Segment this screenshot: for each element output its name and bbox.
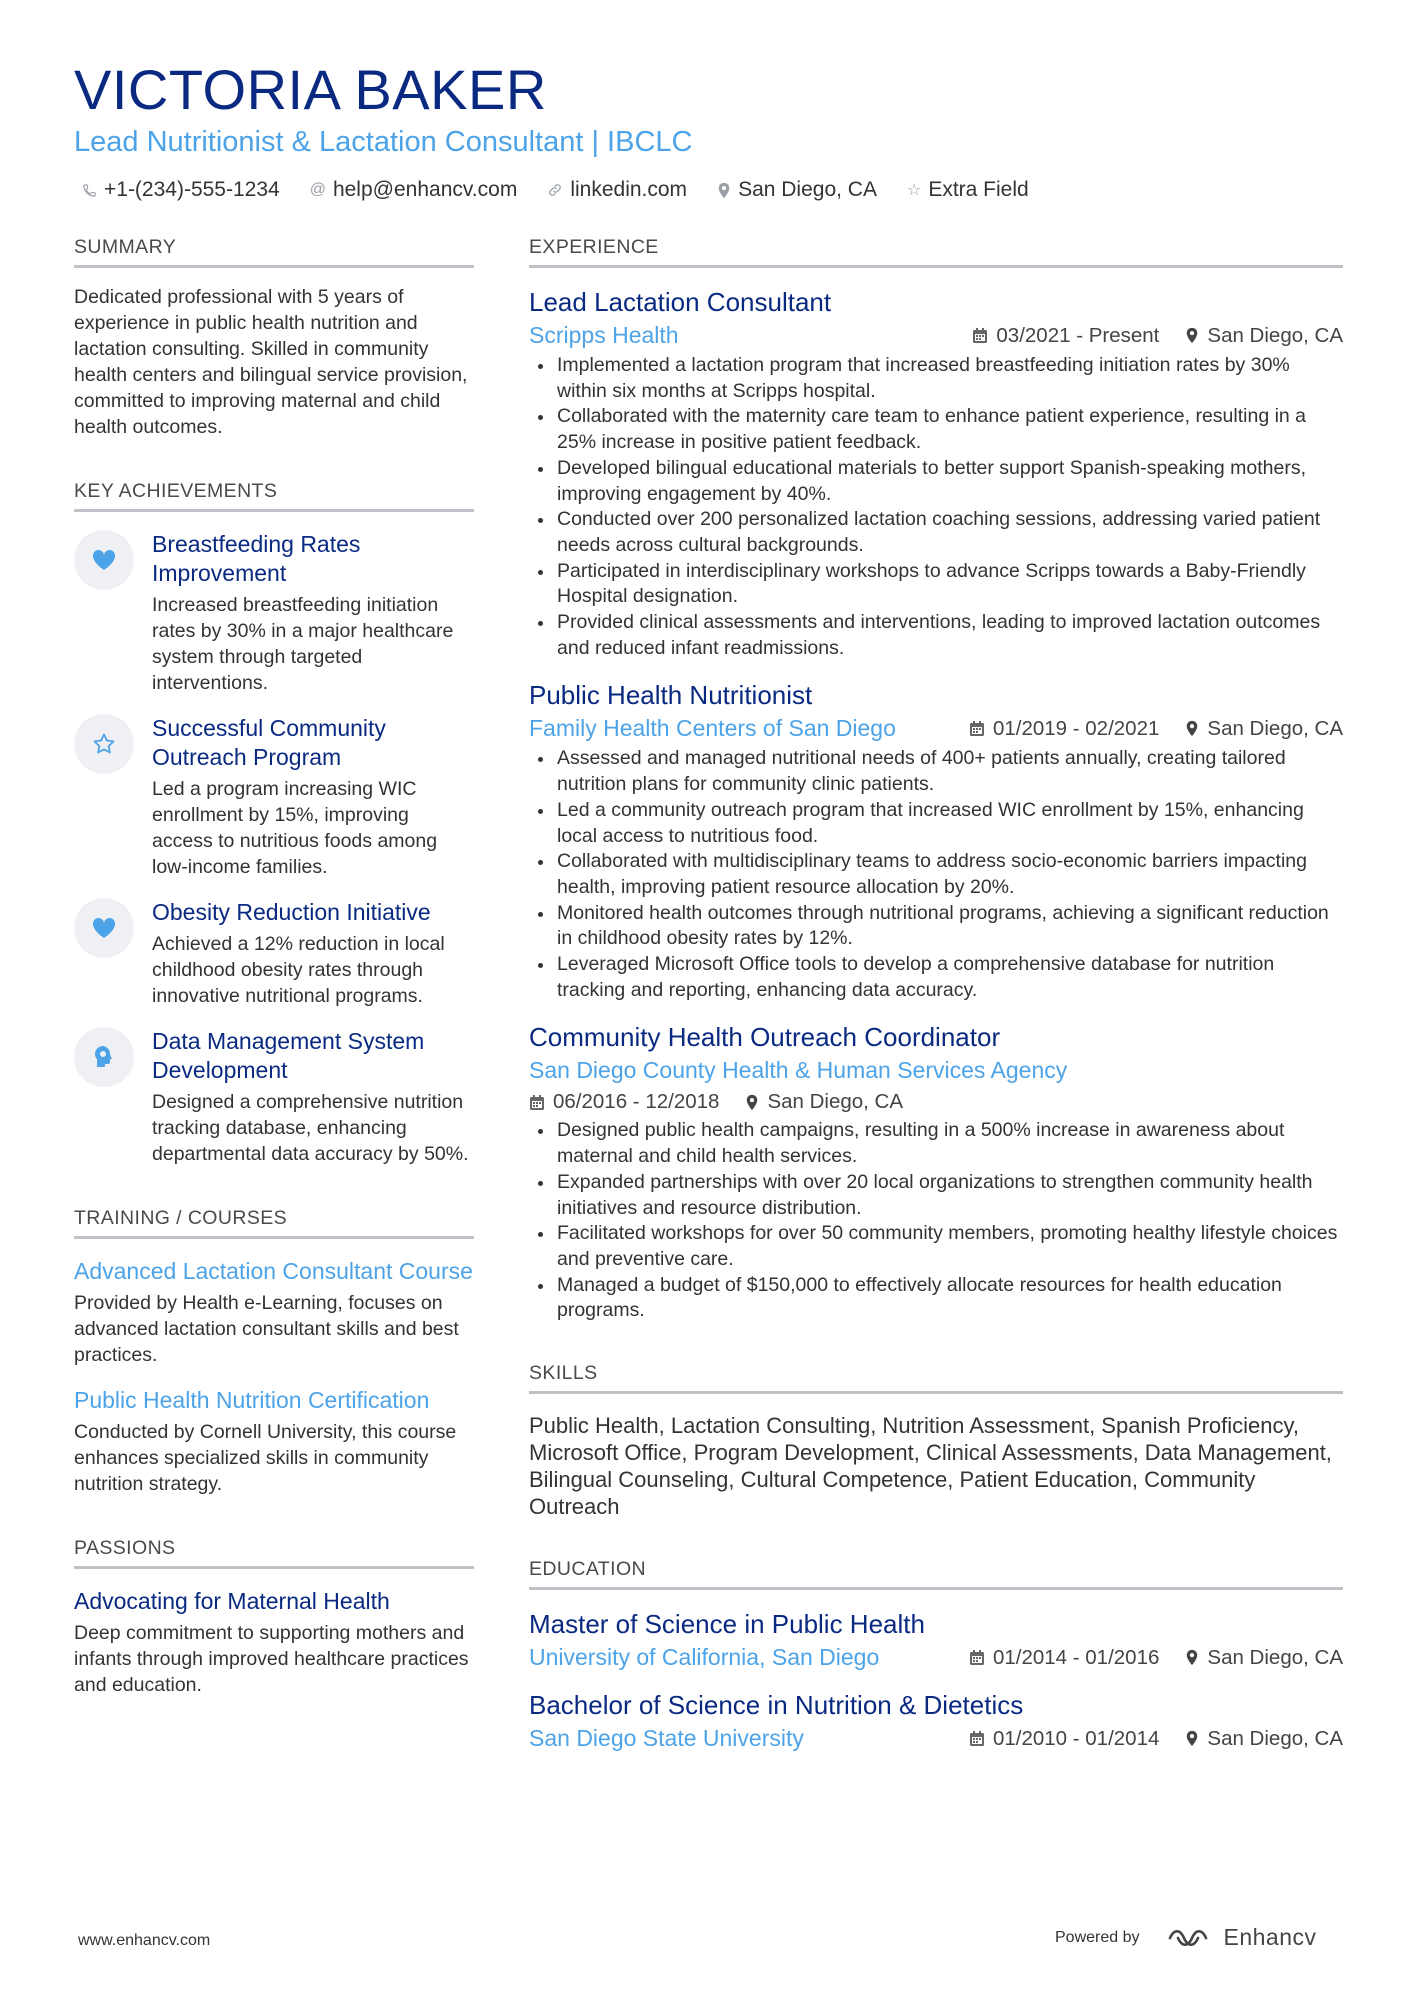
- job-bullets: [529, 353, 1343, 661]
- contact-email[interactable]: [310, 178, 518, 202]
- enhancv-logo[interactable]: [1166, 1924, 1317, 1951]
- bullet-item: Facilitated workshops for over 50 community members, promoting healthy lifestyle choices and preventive care.: [529, 1221, 1343, 1272]
- education-dates: 01/2010 - 01/2014: [992, 1726, 1160, 1750]
- contact-phone[interactable]: [82, 178, 280, 202]
- brain-head-icon: [74, 1027, 134, 1087]
- job-entry: [529, 286, 1343, 661]
- bullet-item: Collaborated with the maternity care team to enhance patient experience, resulting in a 25% increase in positive patient feedback.: [529, 404, 1343, 455]
- bullet-item: Developed bilingual educational materials to better support Spanish-speaking mothers, improving engagement by 40%.: [529, 456, 1343, 507]
- achievement-desc: Led a program increasing WIC enrollment by 15%, improving access to nutritious foods among low-income families.: [152, 778, 438, 878]
- job-location: San Diego, CA: [1207, 323, 1343, 347]
- heart-icon: [74, 898, 134, 958]
- education-entry: [529, 1608, 1343, 1671]
- bullet-item: Leveraged Microsoft Office tools to develop a comprehensive database for nutrition tracking and reporting, enhancing data accuracy.: [529, 952, 1343, 1003]
- footer-website-link[interactable]: www.enhancv.com: [78, 1932, 211, 1949]
- contact-linkedin-text: linkedin.com: [570, 178, 688, 201]
- passion-title: Advocating for Maternal Health: [74, 1588, 390, 1614]
- education-entry: [529, 1689, 1343, 1752]
- passion-desc: Deep commitment to supporting mothers and infants through improved healthcare practices and education.: [74, 1622, 469, 1696]
- contact-bar: [82, 178, 1029, 202]
- skills-section: [529, 1362, 1343, 1520]
- job-location: San Diego, CA: [767, 1090, 904, 1114]
- calendar-icon: [969, 1649, 985, 1666]
- summary-section: [74, 236, 474, 440]
- enhancv-logo-icon: [1166, 1926, 1212, 1950]
- location-pin-icon: [717, 182, 731, 199]
- job-dates: 03/2021 - Present: [996, 323, 1160, 347]
- bullet-item: Provided clinical assessments and interventions, leading to improved lactation outcomes and reduced infant readmissions.: [529, 610, 1343, 661]
- star-icon: [74, 714, 134, 774]
- job-company: San Diego County Health & Human Services Agency: [529, 1057, 1068, 1084]
- course-item: [74, 1257, 474, 1368]
- bullet-item: Conducted over 200 personalized lactation coaching sessions, addressing varied patient needs across cultural backgrounds.: [529, 507, 1343, 558]
- job-entry: [529, 1021, 1343, 1324]
- calendar-icon: [969, 720, 985, 737]
- job-bullets: [529, 1118, 1343, 1324]
- location-pin-icon: [1185, 1730, 1199, 1747]
- education-heading: EDUCATION: [529, 1558, 1343, 1590]
- achievement-title: Obesity Reduction Initiative: [152, 899, 431, 925]
- job-dates: 06/2016 - 12/2018: [553, 1090, 720, 1114]
- job-company: Family Health Centers of San Diego: [529, 715, 896, 742]
- school-name: San Diego State University: [529, 1725, 804, 1752]
- summary-text: Dedicated professional with 5 years of experience in public health nutrition and lactation consulting. Skilled in community health centers and bilingual service provision, committed to improving maternal and child health outcomes.: [74, 286, 468, 438]
- link-icon: [547, 182, 563, 198]
- candidate-headline: Lead Nutritionist & Lactation Consultant | IBCLC: [74, 126, 693, 158]
- powered-by-label: Powered by: [1055, 1928, 1140, 1946]
- achievements-heading: KEY ACHIEVEMENTS: [74, 480, 474, 512]
- course-item: [74, 1386, 474, 1497]
- experience-section: [529, 236, 1343, 1324]
- achievement-item: [74, 714, 474, 880]
- contact-location: [717, 178, 877, 202]
- education-dates: 01/2014 - 01/2016: [992, 1645, 1160, 1669]
- bullet-item: Expanded partnerships with over 20 local organizations to strengthen community health initiatives and resource distribution.: [529, 1170, 1343, 1221]
- location-pin-icon: [745, 1094, 759, 1111]
- job-title: Community Health Outreach Coordinator: [529, 1022, 1001, 1053]
- achievement-title: Data Management System Development: [152, 1028, 425, 1083]
- education-location: San Diego, CA: [1207, 1726, 1343, 1750]
- training-section: [74, 1207, 474, 1497]
- course-title: Public Health Nutrition Certification: [74, 1387, 430, 1413]
- course-desc: Conducted by Cornell University, this course enhances specialized skills in community nutrition strategy.: [74, 1421, 457, 1495]
- bullet-item: Collaborated with multidisciplinary teams to address socio-economic barriers impacting health, improving patient resource allocation by 20%.: [529, 849, 1343, 900]
- course-desc: Provided by Health e-Learning, focuses on advanced lactation consultant skills and best practices.: [74, 1292, 459, 1366]
- contact-extra: [907, 178, 1029, 202]
- contact-extra-text: Extra Field: [928, 178, 1029, 201]
- contact-location-text: San Diego, CA: [738, 178, 877, 201]
- candidate-name: VICTORIA BAKER: [74, 58, 547, 121]
- passions-section: [74, 1537, 474, 1698]
- at-icon: @: [309, 181, 326, 198]
- achievement-item: [74, 1027, 474, 1167]
- footer-branding: [1055, 1924, 1317, 1951]
- contact-linkedin[interactable]: [547, 178, 687, 202]
- calendar-icon: [529, 1094, 545, 1111]
- skills-heading: SKILLS: [529, 1362, 1343, 1394]
- bullet-item: Assessed and managed nutritional needs of 400+ patients annually, creating tailored nutrition plans for community clinic patients.: [529, 746, 1343, 797]
- passions-heading: PASSIONS: [74, 1537, 474, 1569]
- contact-phone-text: +1-(234)-555-1234: [104, 178, 280, 201]
- education-section: [529, 1558, 1343, 1752]
- job-bullets: [529, 746, 1343, 1003]
- achievement-title: Breastfeeding Rates Improvement: [152, 531, 361, 586]
- skills-list: Public Health, Lactation Consulting, Nutrition Assessment, Spanish Proficiency, Microsoft Office, Program Development, Clinical Assessments, Data Management, Bilingual Counseling, Cultural Competence, Patient Education, Community Outreach: [529, 1413, 1332, 1520]
- location-pin-icon: [1185, 720, 1199, 737]
- heart-icon: [74, 530, 134, 590]
- bullet-item: Led a community outreach program that increased WIC enrollment by 15%, enhancing local access to nutritious food.: [529, 798, 1343, 849]
- achievement-title: Successful Community Outreach Program: [152, 715, 386, 770]
- achievement-desc: Achieved a 12% reduction in local childhood obesity rates through innovative nutritional programs.: [152, 933, 445, 1007]
- bullet-item: Designed public health campaigns, resulting in a 500% increase in awareness about maternal and child health services.: [529, 1118, 1343, 1169]
- left-column: [74, 236, 474, 1698]
- bullet-item: Managed a budget of $150,000 to effectively allocate resources for health education programs.: [529, 1273, 1343, 1324]
- job-company: Scripps Health: [529, 322, 679, 348]
- job-title: Lead Lactation Consultant: [529, 287, 832, 317]
- location-pin-icon: [1185, 1649, 1199, 1666]
- achievements-section: [74, 480, 474, 1167]
- achievement-item: [74, 898, 474, 1009]
- bullet-item: Participated in interdisciplinary workshops to advance Scripps towards a Baby-Friendly Hospital designation.: [529, 559, 1343, 610]
- education-location: San Diego, CA: [1207, 1645, 1343, 1669]
- job-title: Public Health Nutritionist: [529, 680, 813, 711]
- location-pin-icon: [1185, 327, 1199, 344]
- calendar-icon: [972, 327, 988, 344]
- course-title: Advanced Lactation Consultant Course: [74, 1258, 473, 1284]
- job-location: San Diego, CA: [1207, 716, 1343, 740]
- achievement-desc: Increased breastfeeding initiation rates by 30% in a major healthcare system through targeted interventions.: [152, 594, 454, 694]
- training-heading: TRAINING / COURSES: [74, 1207, 474, 1239]
- job-dates: 01/2019 - 02/2021: [992, 716, 1160, 740]
- degree-title: Bachelor of Science in Nutrition & Dietetics: [529, 1690, 1024, 1721]
- achievement-desc: Designed a comprehensive nutrition tracking database, enhancing departmental data accuracy by 50%.: [152, 1091, 469, 1165]
- phone-icon: [82, 183, 97, 198]
- calendar-icon: [969, 1730, 985, 1747]
- contact-email-text: help@enhancv.com: [332, 178, 518, 201]
- job-entry: [529, 679, 1343, 1003]
- bullet-item: Monitored health outcomes through nutritional programs, achieving a significant reduction in childhood obesity rates by 12%.: [529, 901, 1343, 952]
- experience-heading: EXPERIENCE: [529, 236, 1343, 268]
- bullet-item: Implemented a lactation program that increased breastfeeding initiation rates by 30% within six months at Scripps hospital.: [529, 353, 1343, 404]
- summary-heading: SUMMARY: [74, 236, 474, 268]
- right-column: [529, 236, 1343, 1752]
- brand-name: Enhancv: [1223, 1924, 1317, 1950]
- star-icon: ☆: [906, 182, 922, 199]
- achievement-item: [74, 530, 474, 696]
- degree-title: Master of Science in Public Health: [529, 1609, 925, 1640]
- school-name: University of California, San Diego: [529, 1644, 880, 1671]
